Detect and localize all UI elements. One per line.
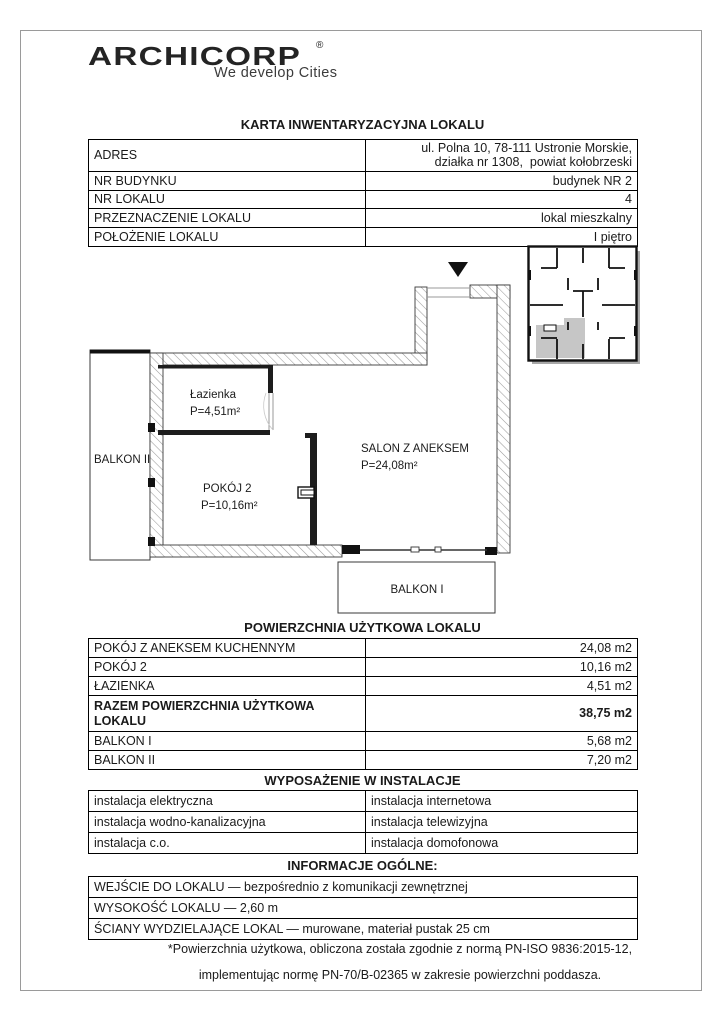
unit-location-label: POŁOŻENIE LOKALU (89, 227, 366, 246)
area-row-label: BALKON I (89, 732, 366, 751)
left-outer-wall (150, 353, 163, 557)
window-end-cap-left (342, 545, 360, 554)
key-plan-unit-door (544, 325, 556, 331)
interior-walls (158, 365, 317, 545)
key-plan-mark (634, 270, 637, 280)
table-row (89, 751, 638, 770)
document-title: KARTA INWENTARYZACYJNA LOKALU (240, 117, 485, 132)
salon-area-label: P=24,08m² (361, 460, 418, 472)
unit-number-label: NR LOKALU (89, 190, 366, 208)
installation-cell: instalacja wodno-kanalizacyjna (89, 812, 366, 833)
salon-label: SALON Z ANEKSEM (361, 443, 470, 455)
general-info-cell: WEJŚCIE DO LOKALU — bezpośrednio z komunikacji zewnętrznej (89, 877, 638, 898)
bathroom-bottom-wall (158, 430, 270, 435)
table-row (89, 208, 638, 227)
window-end-cap-right (485, 547, 497, 555)
bathroom-label: Łazienka (190, 389, 237, 401)
unit-purpose-label: PRZEZNACZENIE LOKALU (89, 208, 366, 227)
window-mullion (435, 547, 441, 552)
installation-cell: instalacja elektryczna (89, 791, 366, 812)
usable-area-table (88, 638, 638, 770)
table-row (89, 898, 638, 919)
table-row (89, 791, 638, 812)
room2-label: POKÓJ 2 (203, 483, 252, 495)
bathroom-area-label: P=4,51m² (190, 406, 241, 418)
unit-number-value: 4 (366, 190, 638, 208)
area-row-value: 4,51 m2 (366, 677, 638, 696)
company-tagline: We develop Cities (214, 65, 338, 81)
area-row-label: POKÓJ Z ANEKSEM KUCHENNYM (89, 639, 366, 658)
table-row (89, 877, 638, 898)
entrance-arrow-icon (448, 262, 468, 277)
key-plan-mark (528, 326, 531, 336)
installation-cell: instalacja internetowa (366, 791, 638, 812)
window-mullion (411, 547, 419, 552)
building-key-plan (528, 247, 640, 365)
table-row (89, 171, 638, 190)
top-outer-wall (150, 353, 427, 365)
bathroom-top-wall (158, 365, 270, 369)
right-outer-wall (497, 285, 510, 553)
address-value (366, 140, 638, 172)
general-info-title: INFORMACJE OGÓLNE: (287, 858, 438, 873)
table-row (89, 812, 638, 833)
bathroom-door-swing (264, 393, 273, 430)
table-row (89, 639, 638, 658)
area-row-label: ŁAZIENKA (89, 677, 366, 696)
key-plan-mark (634, 326, 637, 336)
footnote-line-2: implementując normę PN-70/B-02365 w zakresie powierzchni poddasza. (198, 968, 602, 982)
area-row-value: 5,68 m2 (366, 732, 638, 751)
wall-mark (148, 423, 155, 432)
room2-area-label: P=10,16m² (201, 500, 258, 512)
registered-trademark-icon: ® (316, 40, 324, 51)
wall-box-symbol-inner (301, 490, 314, 495)
table-row (89, 833, 638, 854)
unit-location-value: I piętro (366, 227, 638, 246)
table-row (89, 732, 638, 751)
wall-mark (148, 537, 155, 546)
unit-identification-table (88, 139, 638, 247)
area-row-value: 24,08 m2 (366, 639, 638, 658)
address-line1: ul. Polna 10, 78-111 Ustronie Morskie, (421, 141, 632, 155)
bottom-outer-wall (150, 545, 342, 557)
installations-title: WYPOSAŻENIE W INSTALACJE (264, 773, 461, 788)
table-row (89, 919, 638, 940)
building-number-label: NR BUDYNKU (89, 171, 366, 190)
general-info-cell: ŚCIANY WYDZIELAJĄCE LOKAL — murowane, materiał pustak 25 cm (89, 919, 638, 940)
installation-cell: instalacja telewizyjna (366, 812, 638, 833)
table-row (89, 140, 638, 172)
outer-walls (150, 285, 510, 557)
address-line2: działka nr 1308, powiat kołobrzeski (434, 155, 632, 170)
table-row (89, 190, 638, 208)
unit-purpose-value: lokal mieszkalny (366, 208, 638, 227)
table-row (89, 677, 638, 696)
installation-cell: instalacja c.o. (89, 833, 366, 854)
room2-wall-jog (305, 433, 311, 438)
balcony-1-label: BALKON I (390, 584, 444, 596)
general-info-cell: WYSOKOŚĆ LOKALU — 2,60 m (89, 898, 638, 919)
installations-table (88, 790, 638, 854)
key-plan-mark (528, 270, 531, 280)
wall-mark (148, 478, 155, 487)
area-row-label: POKÓJ 2 (89, 658, 366, 677)
footnote-line-1: *Powierzchnia użytkowa, obliczona została zgodnie z normą PN-ISO 9836:2015-12, (167, 942, 633, 956)
table-row-total (89, 696, 638, 732)
area-table-title: POWIERZCHNIA UŻYTKOWA LOKALU (244, 620, 481, 635)
company-logo: ARCHICORP (88, 41, 302, 71)
building-number-value: budynek NR 2 (366, 171, 638, 190)
area-total-label: RAZEM POWIERZCHNIA UŻYTKOWA LOKALU (89, 696, 366, 732)
installation-cell: instalacja domofonowa (366, 833, 638, 854)
area-row-label: BALKON II (89, 751, 366, 770)
address-label: ADRES (89, 140, 366, 172)
floor-plan-drawing (85, 240, 645, 625)
balcony-2-label: BALKON II (94, 454, 151, 466)
area-row-value: 7,20 m2 (366, 751, 638, 770)
table-row (89, 658, 638, 677)
area-total-value: 38,75 m2 (366, 696, 638, 732)
area-row-value: 10,16 m2 (366, 658, 638, 677)
general-info-table (88, 876, 638, 940)
bathroom-right-wall (268, 365, 273, 393)
